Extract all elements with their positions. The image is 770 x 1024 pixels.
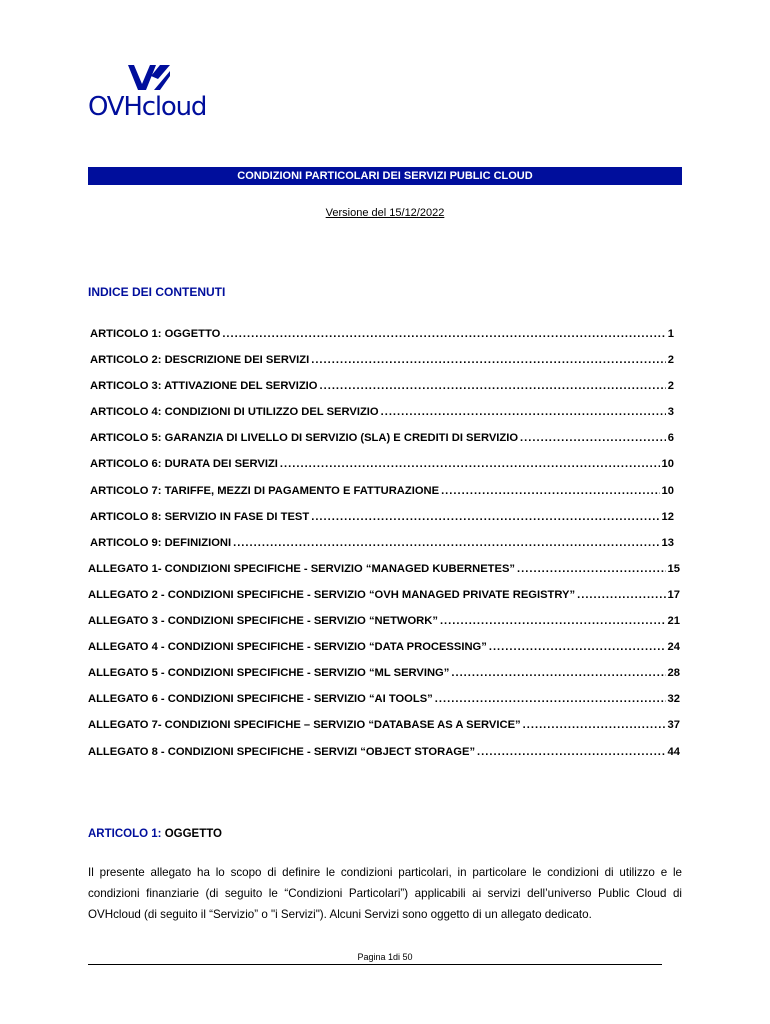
- toc-entry-page: 3: [667, 406, 674, 419]
- toc-entry-label: ARTICOLO 7: TARIFFE, MEZZI DI PAGAMENTO E FATTURAZIONE: [90, 484, 440, 497]
- toc-entry[interactable]: [88, 485, 674, 511]
- toc-entry-page: 37: [667, 719, 680, 732]
- toc-entry-page: 15: [667, 562, 680, 575]
- toc-leader: [440, 615, 666, 627]
- toc-leader: [517, 563, 666, 575]
- ovh-logo-icon: [122, 62, 172, 92]
- toc-entry-page: 13: [661, 536, 674, 549]
- toc-entry[interactable]: [88, 667, 680, 693]
- article-1-heading: [88, 828, 222, 840]
- logo-wordmark: OVHcloud: [88, 92, 207, 122]
- toc-leader: [311, 354, 666, 366]
- toc-entry[interactable]: [88, 328, 674, 354]
- toc-entry-page: 10: [661, 458, 674, 471]
- toc-entry[interactable]: [88, 563, 680, 589]
- page-number: Pagina 1di 50: [357, 952, 413, 962]
- toc-entry-label: ARTICOLO 4: CONDIZIONI DI UTILIZZO DEL SERVIZIO: [90, 406, 379, 419]
- toc-entry[interactable]: [88, 354, 674, 380]
- toc-entry-page: 10: [661, 484, 674, 497]
- toc-entry-page: 2: [667, 380, 674, 393]
- toc-leader: [280, 458, 660, 470]
- toc-entry[interactable]: [88, 641, 680, 667]
- ovhcloud-logo: [88, 62, 210, 124]
- toc-entry-page: 6: [667, 432, 674, 445]
- toc-entry-label: ALLEGATO 6 - CONDIZIONI SPECIFICHE - SERVIZIO “AI TOOLS”: [88, 693, 433, 706]
- toc-leader: [435, 693, 666, 705]
- toc-entry[interactable]: [88, 719, 680, 745]
- toc-entry-label: ALLEGATO 7- CONDIZIONI SPECIFICHE – SERVIZIO “DATABASE AS A SERVICE”: [88, 719, 521, 732]
- toc-entry-page: 1: [667, 328, 674, 340]
- toc-leader: [441, 485, 659, 497]
- toc-entry-page: 44: [667, 745, 680, 758]
- toc-entry-label: ALLEGATO 8 - CONDIZIONI SPECIFICHE - SERVIZI “OBJECT STORAGE”: [88, 745, 476, 758]
- toc-entry-page: 12: [661, 510, 674, 523]
- toc-entry-label: ALLEGATO 4 - CONDIZIONI SPECIFICHE - SERVIZIO “DATA PROCESSING”: [88, 641, 487, 654]
- article-1-title: OGGETTO: [164, 828, 222, 840]
- toc-entry-label: ARTICOLO 1: OGGETTO: [90, 328, 221, 340]
- toc-entry-label: ARTICOLO 5: GARANZIA DI LIVELLO DI SERVIZIO (SLA) E CREDITI DI SERVIZIO: [90, 432, 519, 445]
- toc-entry[interactable]: [88, 746, 680, 772]
- toc-leader: [320, 380, 666, 392]
- toc-entry-page: 17: [667, 588, 680, 601]
- toc-leader: [520, 432, 666, 444]
- toc-entry-label: ARTICOLO 6: DURATA DEI SERVIZI: [90, 458, 278, 471]
- toc-leader: [523, 719, 666, 731]
- document-title: CONDIZIONI PARTICOLARI DEI SERVIZI PUBLIC CLOUD: [88, 167, 682, 185]
- toc-leader: [311, 511, 659, 523]
- table-of-contents: [88, 328, 682, 772]
- toc-leader: [381, 406, 666, 418]
- toc-entry-label: ALLEGATO 5 - CONDIZIONI SPECIFICHE - SERVIZIO “ML SERVING”: [88, 667, 450, 680]
- toc-entry-page: 28: [667, 667, 680, 680]
- toc-entry[interactable]: [88, 537, 674, 563]
- toc-leader: [489, 641, 666, 653]
- toc-leader: [222, 328, 665, 340]
- toc-entry-page: 21: [667, 615, 680, 628]
- toc-entry[interactable]: [88, 380, 674, 406]
- toc-leader: [477, 746, 666, 758]
- toc-entry-label: ALLEGATO 3 - CONDIZIONI SPECIFICHE - SERVIZIO “NETWORK”: [88, 615, 438, 628]
- toc-entry[interactable]: [88, 406, 674, 432]
- toc-entry-label: ARTICOLO 9: DEFINIZIONI: [90, 536, 232, 549]
- toc-entry-label: ALLEGATO 1- CONDIZIONI SPECIFICHE - SERVIZIO “MANAGED KUBERNETES”: [88, 562, 516, 575]
- toc-entry[interactable]: [88, 693, 680, 719]
- toc-leader: [577, 589, 665, 601]
- article-1-body: Il presente allegato ha lo scopo di definire le condizioni particolari, in particolare le condizioni di utilizzo e le condizioni finanziarie (di seguito le “Condizioni Particolari”) applicabili ai servizi dell’universo Public Cloud di OVHcloud (di seguito il “Servizio” o "i Servizi"). Alcuni Servizi sono oggetto di un allegato dedicato.: [88, 866, 682, 921]
- toc-entry[interactable]: [88, 589, 680, 615]
- toc-leader: [233, 537, 659, 549]
- toc-entry-label: ALLEGATO 2 - CONDIZIONI SPECIFICHE - SERVIZIO “OVH MANAGED PRIVATE REGISTRY”: [88, 588, 576, 601]
- toc-entry-page: 32: [667, 693, 680, 706]
- toc-entry-label: ARTICOLO 2: DESCRIZIONE DEI SERVIZI: [90, 354, 310, 367]
- toc-entry-page: 2: [667, 354, 674, 367]
- toc-entry[interactable]: [88, 432, 674, 458]
- toc-heading: INDICE DEI CONTENUTI: [88, 285, 226, 299]
- toc-entry[interactable]: [88, 458, 674, 484]
- toc-entry[interactable]: [88, 511, 674, 537]
- document-version: Versione del 15/12/2022: [325, 207, 445, 219]
- toc-entry[interactable]: [88, 615, 680, 641]
- article-1-number: ARTICOLO 1:: [88, 828, 162, 840]
- toc-entry-label: ARTICOLO 8: SERVIZIO IN FASE DI TEST: [90, 510, 310, 523]
- toc-leader: [451, 667, 665, 679]
- toc-entry-page: 24: [667, 641, 680, 654]
- footer-divider: [88, 964, 662, 965]
- toc-entry-label: ARTICOLO 3: ATTIVAZIONE DEL SERVIZIO: [90, 380, 318, 393]
